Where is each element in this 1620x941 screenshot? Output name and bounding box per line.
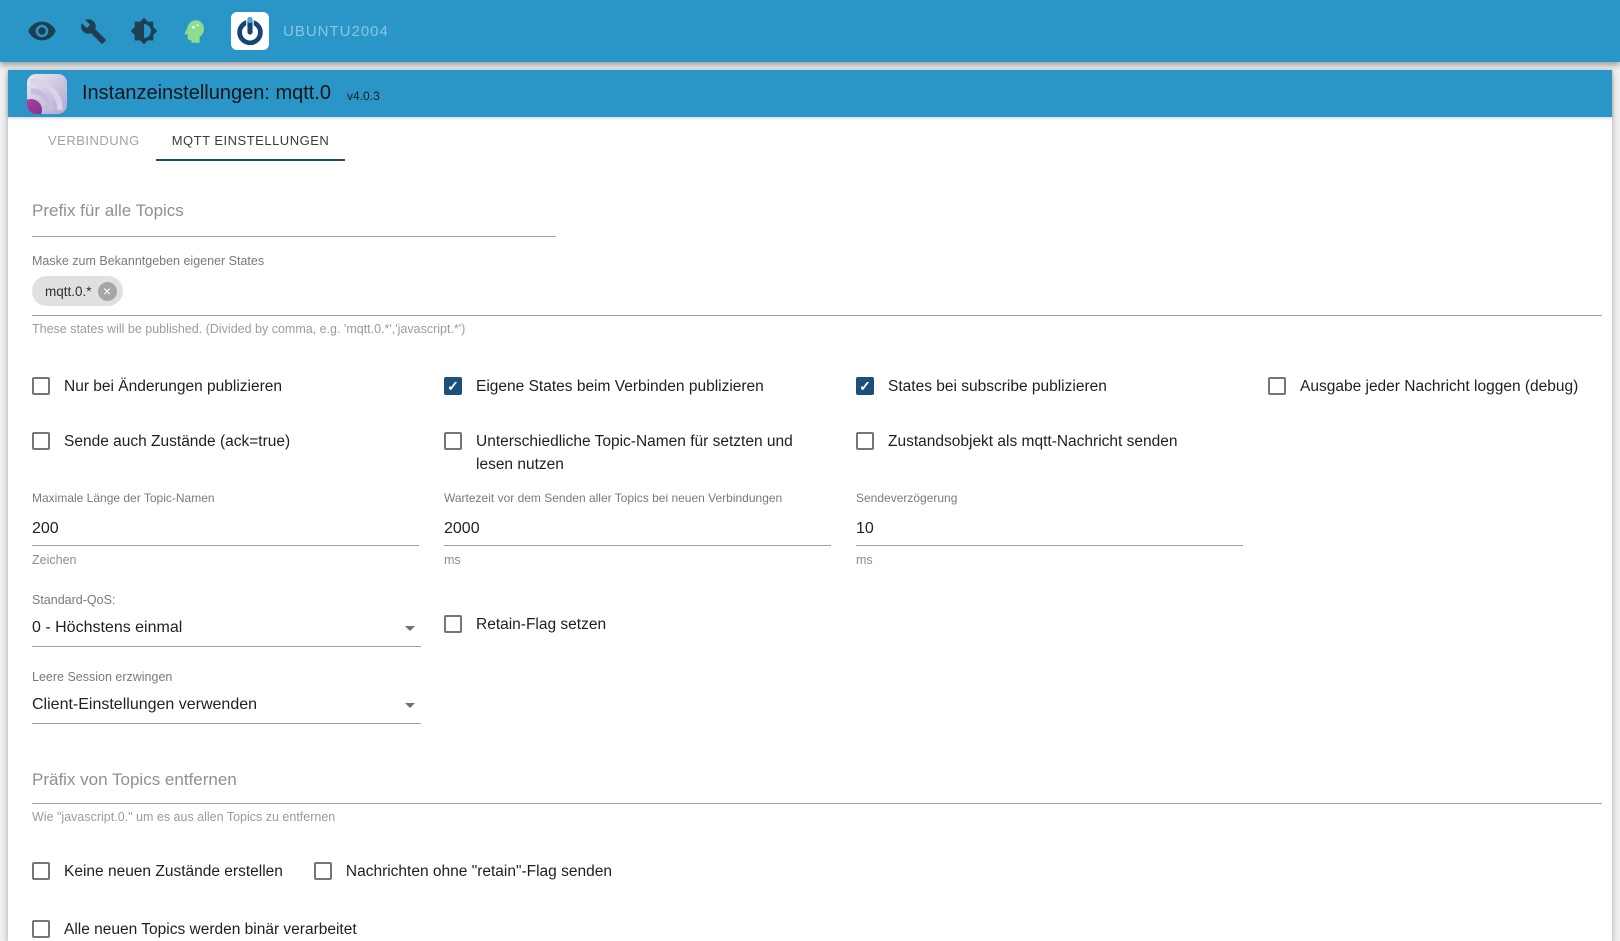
send-delay-field: Sendeverzögerung 10 ms [856,492,1268,567]
checkbox-send-ack-states[interactable]: Sende auch Zustände (ack=true) [32,431,422,453]
adapter-version: v4.0.3 [347,88,380,103]
checkbox-box[interactable] [32,377,50,395]
top-app-bar [0,0,1620,62]
checkbox-different-topic-names[interactable]: Unterschiedliche Topic-Namen für setzten und lesen nutzen [444,431,834,476]
publish-mask-chip-row[interactable] [32,276,1602,316]
prefix-all-topics-field[interactable] [32,201,556,237]
tab-mqtt-einstellungen[interactable]: MQTT EINSTELLUNGEN [156,117,346,161]
brightness-icon[interactable] [130,17,158,45]
mask-chip-label: mqtt.0.* [45,283,92,299]
mask-chip [32,276,123,306]
prefix-all-topics-label: Prefix für alle Topics [32,201,184,220]
settings-form [8,201,1612,941]
checkbox-row-1 [32,376,1602,398]
mqtt-adapter-icon [27,74,67,114]
checkbox-box[interactable] [444,432,462,450]
chevron-down-icon [405,703,415,708]
clean-session-select[interactable]: Leere Session erzwingen Client-Einstellungen verwenden [32,670,421,724]
checkbox-binary-topics[interactable]: Alle neuen Topics werden binär verarbeitet [32,919,357,941]
publish-mask-field [32,254,1602,336]
page-title: Instanzeinstellungen: mqtt.0 [82,82,332,104]
publish-mask-help: These states will be published. (Divided by comma, e.g. 'mqtt.0.*','javascript.*') [32,322,466,336]
instance-settings-dialog [8,70,1612,941]
iobroker-logo[interactable] [231,12,269,50]
remove-prefix-label: Präfix von Topics entfernen [32,770,237,790]
tab-bar [8,117,1612,161]
max-topic-length-input[interactable] [32,519,419,546]
publish-mask-label: Maske zum Bekanntgeben eigener States [32,254,265,268]
send-interval-input[interactable] [444,519,831,546]
clean-session-select-value: Client-Einstellungen verwenden [32,696,258,714]
checkbox-send-without-retain[interactable]: Nachrichten ohne "retain"-Flag senden [314,861,612,883]
remove-prefix-underline [32,803,1602,804]
chevron-down-icon [405,626,415,631]
checkbox-publish-own-states-on-connect[interactable]: ✓ Eigene States beim Verbinden publizieren [444,376,834,398]
checkbox-state-object-as-message[interactable]: Zustandsobjekt als mqtt-Nachricht senden [856,431,1246,453]
remove-prefix-field[interactable] [32,770,1602,824]
head-icon[interactable] [181,18,208,45]
wrench-icon[interactable] [80,18,107,45]
qos-row [32,593,1602,647]
checkbox-row-4 [32,919,1602,941]
eye-icon[interactable] [27,16,57,46]
checkbox-publish-states-on-subscribe[interactable]: ✓ States bei subscribe publizieren [856,376,1246,398]
remove-prefix-help: Wie "javascript.0." um es aus allen Topics zu entfernen [32,810,336,825]
checkbox-box[interactable] [32,920,50,938]
checkbox-box[interactable] [1268,377,1286,395]
checkbox-box[interactable] [32,432,50,450]
prefix-all-topics-underline [32,236,556,237]
number-fields-row [32,492,1602,567]
checkbox-retain-flag[interactable]: Retain-Flag setzen [444,614,606,636]
qos-select-value: 0 - Höchstens einmal [32,619,183,637]
checkbox-box[interactable] [444,377,462,395]
qos-select[interactable]: Standard-QoS: 0 - Höchstens einmal [32,593,421,647]
checkbox-debug-log[interactable]: Ausgabe jeder Nachricht loggen (debug) [1268,376,1580,398]
checkbox-box[interactable] [856,377,874,395]
checkbox-box[interactable] [314,862,332,880]
hostname-label: UBUNTU2004 [283,22,389,40]
send-interval-field: Wartezeit vor dem Senden aller Topics bei neuen Verbindungen 2000 ms [444,492,856,567]
send-delay-input[interactable] [856,519,1243,546]
checkbox-row-3 [32,861,1602,883]
checkbox-box[interactable] [32,862,50,880]
max-topic-length-field: Maximale Länge der Topic-Namen 200 Zeichen [32,492,444,567]
tab-verbindung[interactable]: VERBINDUNG [48,133,140,148]
checkbox-box[interactable] [856,432,874,450]
dialog-header [8,70,1612,117]
checkbox-row-2 [32,431,1602,476]
checkbox-box[interactable] [444,615,462,633]
checkbox-no-new-states[interactable]: Keine neuen Zustände erstellen [32,861,283,883]
chip-delete-icon[interactable]: × [98,282,117,301]
checkbox-publish-on-change[interactable]: Nur bei Änderungen publizieren [32,376,422,398]
